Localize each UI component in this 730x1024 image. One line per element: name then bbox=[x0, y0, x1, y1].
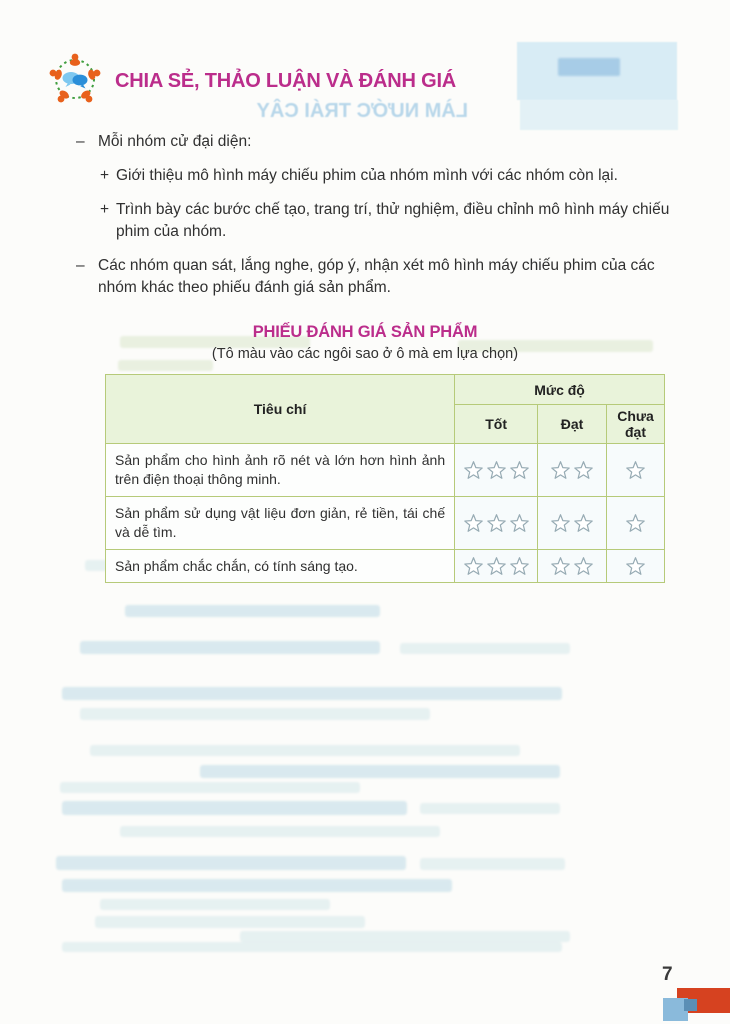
ghost-smudge bbox=[125, 605, 380, 617]
page-title: CHIA SẺ, THẢO LUẬN VÀ ĐÁNH GIÁ bbox=[115, 70, 457, 92]
ghost-smudge bbox=[200, 765, 560, 778]
star-icon[interactable] bbox=[486, 513, 507, 533]
ghost-smudge bbox=[80, 708, 430, 720]
star-icon[interactable] bbox=[486, 460, 507, 480]
bullet-dash: – bbox=[76, 257, 85, 274]
list-item-text: Trình bày các bước chế tạo, trang trí, thử nghiệm, điều chỉnh mô hình máy chiếu phim của nhóm. bbox=[116, 201, 670, 240]
bullet-plus: + bbox=[100, 201, 110, 218]
column-header-not-pass: Chưa đạt bbox=[607, 405, 665, 444]
table-row bbox=[106, 496, 665, 549]
ghost-smudge bbox=[80, 641, 380, 654]
list-item bbox=[76, 131, 694, 153]
star-icon[interactable] bbox=[486, 556, 507, 576]
ghost-smudge bbox=[100, 899, 330, 910]
group-discussion-icon bbox=[44, 50, 106, 113]
ghost-smudge bbox=[62, 801, 407, 815]
table-row bbox=[106, 549, 665, 583]
star-icon[interactable] bbox=[463, 556, 484, 576]
evaluation-sheet-title: PHIẾU ĐÁNH GIÁ SẢN PHẨM bbox=[252, 323, 478, 341]
star-icon[interactable] bbox=[550, 460, 571, 480]
ghost-smudge bbox=[400, 643, 570, 654]
ghost-mirrored-title: LÀM NƯỚC TRÁI CÂY bbox=[256, 100, 468, 122]
ghost-smudge bbox=[62, 879, 452, 892]
evaluation-sheet-subtitle: (Tô màu vào các ngôi sao ở ô mà em lựa chọn) bbox=[211, 346, 519, 362]
evaluation-table bbox=[105, 374, 665, 583]
bullet-plus: + bbox=[100, 167, 110, 184]
star-icon[interactable] bbox=[625, 460, 646, 480]
star-icon[interactable] bbox=[509, 556, 530, 576]
column-header-good: Tốt bbox=[455, 405, 538, 444]
instructions-list bbox=[76, 131, 694, 299]
star-icon[interactable] bbox=[509, 460, 530, 480]
star-rating-cell[interactable] bbox=[607, 496, 665, 549]
star-rating-cell[interactable] bbox=[538, 496, 607, 549]
star-icon[interactable] bbox=[573, 513, 594, 533]
criterion-text: Sản phẩm cho hình ảnh rõ nét và lớn hơn hình ảnh trên điện thoại thông minh. bbox=[106, 444, 455, 497]
list-item bbox=[76, 199, 694, 243]
ghost-smudge bbox=[95, 916, 365, 928]
ghost-smudge bbox=[420, 858, 565, 870]
star-icon[interactable] bbox=[550, 513, 571, 533]
bullet-dash: – bbox=[76, 133, 85, 150]
star-icon[interactable] bbox=[550, 556, 571, 576]
star-rating-cell[interactable] bbox=[538, 444, 607, 497]
list-item-text: Mỗi nhóm cử đại diện: bbox=[98, 133, 252, 150]
ghost-smudge bbox=[420, 803, 560, 814]
ghost-smudge bbox=[120, 826, 440, 837]
star-rating-cell[interactable] bbox=[538, 549, 607, 583]
column-header-criteria: Tiêu chí bbox=[106, 375, 455, 444]
column-header-level: Mức độ bbox=[455, 375, 665, 405]
ghost-smudge bbox=[60, 782, 360, 793]
star-icon[interactable] bbox=[573, 556, 594, 576]
footer-blue-tab-inner bbox=[684, 999, 697, 1011]
ghost-smudge bbox=[90, 745, 520, 756]
table-row bbox=[106, 444, 665, 497]
star-rating-cell[interactable] bbox=[607, 549, 665, 583]
page-number: 7 bbox=[662, 964, 673, 985]
star-icon[interactable] bbox=[509, 513, 530, 533]
ghost-smudge bbox=[62, 687, 562, 700]
star-icon[interactable] bbox=[463, 460, 484, 480]
list-item-text: Giới thiệu mô hình máy chiếu phim của nhóm mình với các nhóm còn lại. bbox=[116, 167, 618, 184]
list-item bbox=[76, 165, 694, 187]
ghost-smudge bbox=[62, 942, 562, 952]
column-header-pass: Đạt bbox=[538, 405, 607, 444]
ghost-smudge bbox=[240, 931, 570, 942]
criterion-text: Sản phẩm sử dụng vật liệu đơn giản, rẻ tiền, tái chế và dễ tìm. bbox=[106, 496, 455, 549]
list-item bbox=[76, 255, 694, 299]
list-item-text: Các nhóm quan sát, lắng nghe, góp ý, nhận xét mô hình máy chiếu phim của các nhóm khác theo phiếu đánh giá sản phẩm. bbox=[98, 257, 655, 296]
star-rating-cell[interactable] bbox=[607, 444, 665, 497]
star-icon[interactable] bbox=[625, 513, 646, 533]
section-header bbox=[44, 50, 730, 113]
star-rating-cell[interactable] bbox=[455, 549, 538, 583]
star-icon[interactable] bbox=[625, 556, 646, 576]
star-icon[interactable] bbox=[463, 513, 484, 533]
star-rating-cell[interactable] bbox=[455, 496, 538, 549]
criterion-text: Sản phẩm chắc chắn, có tính sáng tạo. bbox=[106, 549, 455, 583]
ghost-smudge bbox=[56, 856, 406, 870]
star-icon[interactable] bbox=[573, 460, 594, 480]
star-rating-cell[interactable] bbox=[455, 444, 538, 497]
